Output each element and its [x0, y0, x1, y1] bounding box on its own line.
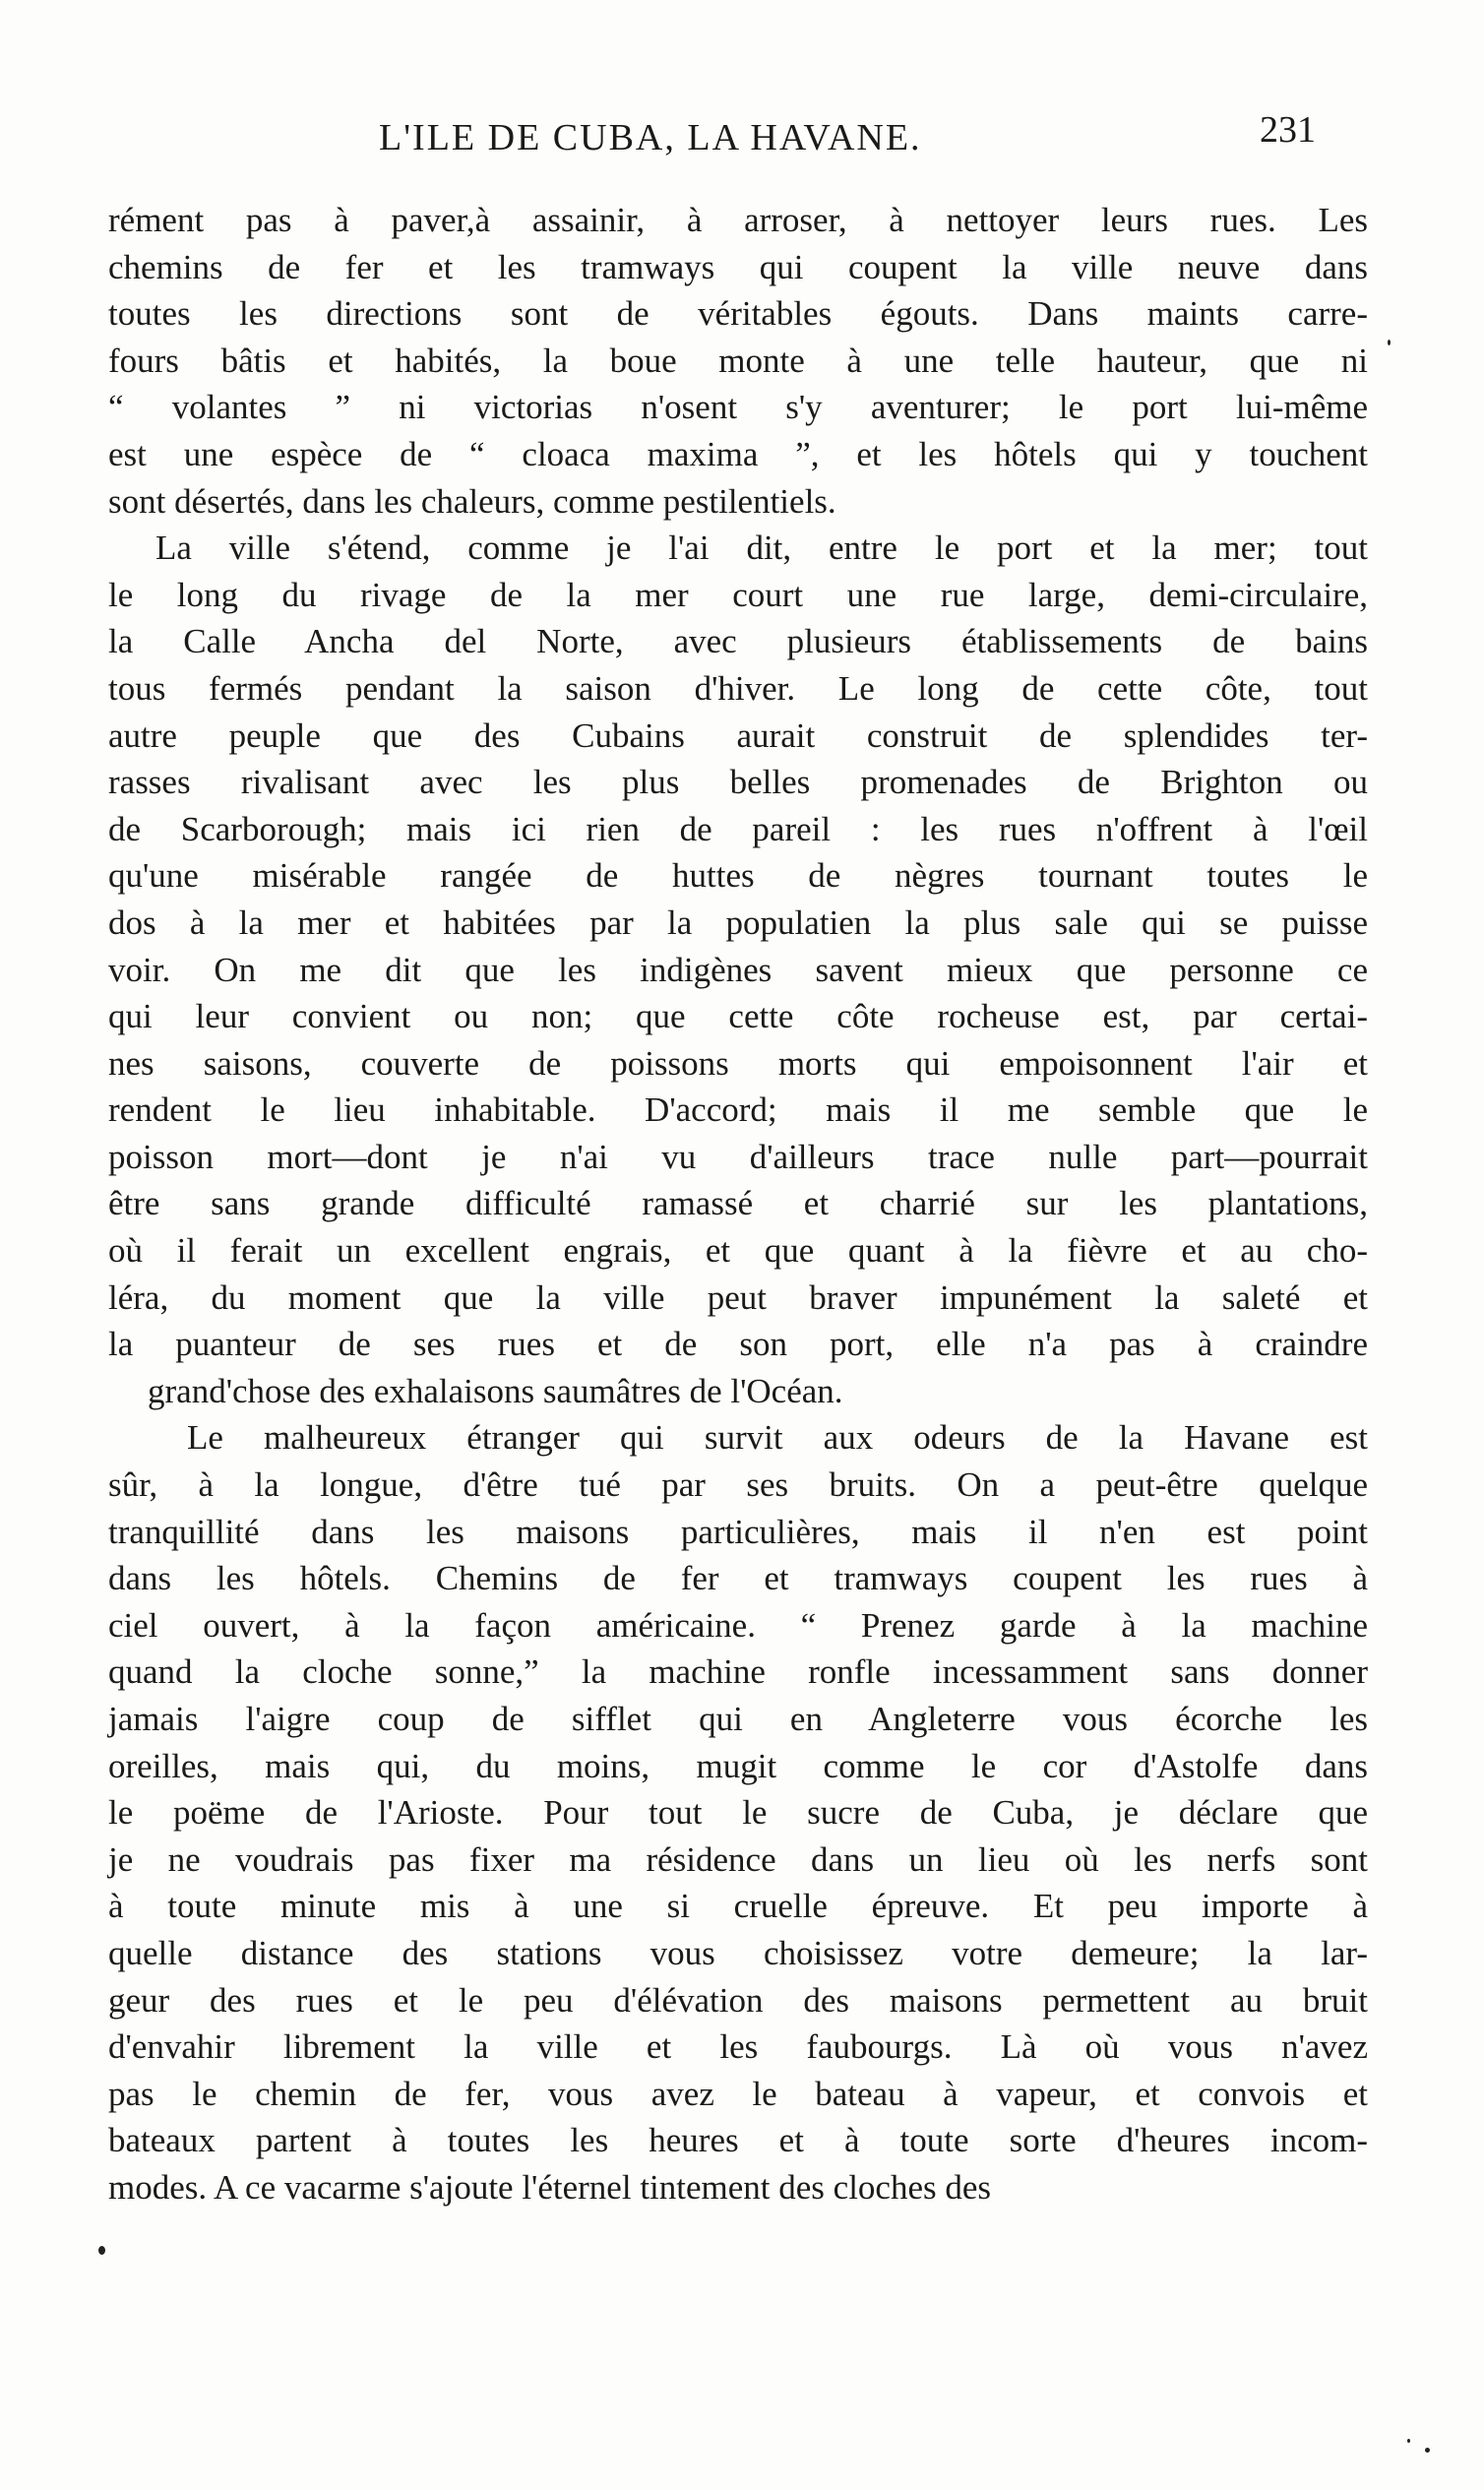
text-line: qui leur convient ou non; que cette côte rocheuse est, par certai- — [108, 997, 1368, 1036]
text-line: où il ferait un excellent engrais, et que quant à la fièvre et au cho- — [108, 1231, 1368, 1271]
body-text — [108, 197, 1368, 2211]
text-line: sûr, à la longue, d'être tué par ses bruits. On a peut-être quelque — [108, 1465, 1368, 1505]
text-line: La ville s'étend, comme je l'ai dit, entre le port et la mer; tout — [155, 529, 1368, 568]
text-line: quand la cloche sonne,” la machine ronfle incessamment sans donner — [108, 1652, 1368, 1692]
page-header — [0, 109, 1484, 175]
text-line: autre peuple que des Cubains aurait construit de splendides ter- — [108, 716, 1368, 755]
paragraph — [108, 525, 1368, 1414]
text-line: nes saisons, couverte de poissons morts qui empoisonnent l'air et — [108, 1043, 1368, 1083]
text-line: oreilles, mais qui, du moins, mugit comme le cor d'Astolfe dans — [108, 1746, 1368, 1785]
text-line: dans les hôtels. Chemins de fer et tramways coupent les rues à — [108, 1559, 1368, 1598]
text-line: qu'une misérable rangée de huttes de nègres tournant toutes le — [108, 856, 1368, 896]
text-line: pas le chemin de fer, vous avez le bateau à vapeur, et convois et — [108, 2074, 1368, 2113]
text-line: à toute minute mis à une si cruelle épreuve. Et peu importe à — [108, 1887, 1368, 1926]
text-line: le poëme de l'Arioste. Pour tout le sucre de Cuba, je déclare que — [108, 1793, 1368, 1833]
ink-speck — [1425, 2448, 1430, 2453]
text-line: dos à la mer et habitées par la populatien la plus sale qui se puisse — [108, 903, 1368, 942]
text-line: tous fermés pendant la saison d'hiver. Le long de cette côte, tout — [108, 668, 1368, 708]
text-line: léra, du moment que la ville peut braver impunément la saleté et — [108, 1277, 1368, 1317]
ink-speck — [1407, 2439, 1410, 2443]
page-number: 231 — [1260, 109, 1316, 151]
text-line: fours bâtis et habités, la boue monte à une telle hauteur, que ni — [108, 341, 1368, 380]
text-line: rendent le lieu inhabitable. D'accord; mais il me semble que le — [108, 1090, 1368, 1130]
text-line: geur des rues et le peu d'élévation des maisons permettent au bruit — [108, 1980, 1368, 2020]
text-line: est une espèce de “ cloaca maxima ”, et les hôtels qui y touchent — [108, 434, 1368, 473]
text-line: “ volantes ” ni victorias n'osent s'y aventurer; le port lui-même — [108, 388, 1368, 427]
text-line: tranquillité dans les maisons particulières, mais il n'en est point — [108, 1512, 1368, 1551]
text-line: de Scarborough; mais ici rien de pareil : les rues n'offrent à l'œil — [108, 809, 1368, 848]
ink-speck — [1388, 340, 1391, 345]
text-line: modes. A ce vacarme s'ajoute l'éternel tintement des cloches des — [108, 2167, 992, 2207]
text-line: le long du rivage de la mer court une rue large, demi-circulaire, — [108, 575, 1368, 614]
paragraph — [108, 1414, 1368, 2210]
text-line: la puanteur de ses rues et de son port, elle n'a pas à craindre — [108, 1325, 1368, 1364]
text-line: jamais l'aigre coup de sifflet qui en Angleterre vous écorche les — [108, 1700, 1368, 1738]
text-line: rasses rivalisant avec les plus belles promenades de Brighton ou — [108, 763, 1368, 802]
text-line: voir. On me dit que les indigènes savent mieux que personne ce — [108, 950, 1368, 989]
ink-speck — [98, 2246, 105, 2255]
text-line: ciel ouvert, à la façon américaine. “ Prenez garde à la machine — [108, 1605, 1368, 1645]
text-line: je ne voudrais pas fixer ma résidence dans un lieu où les nerfs sont — [108, 1839, 1368, 1879]
text-line: la Calle Ancha del Norte, avec plusieurs établissements de bains — [108, 622, 1368, 661]
paragraph — [108, 197, 1368, 525]
text-line: poisson mort—dont je n'ai vu d'ailleurs trace nulle part—pourrait — [108, 1137, 1368, 1176]
text-line: sont désertés, dans les chaleurs, comme pestilentiels. — [108, 481, 836, 521]
text-line: chemins de fer et les tramways qui coupent la ville neuve dans — [108, 247, 1368, 286]
text-line: toutes les directions sont de véritables égouts. Dans maints carre- — [108, 294, 1368, 334]
text-line: bateaux partent à toutes les heures et à toute sorte d'heures incom- — [108, 2121, 1368, 2160]
text-line: Le malheureux étranger qui survit aux odeurs de la Havane est — [187, 1418, 1368, 1458]
text-line: être sans grande difficulté ramassé et charrié sur les plantations, — [108, 1184, 1368, 1223]
text-line: rément pas à paver,à assainir, à arroser, à nettoyer leurs rues. Les — [108, 201, 1368, 239]
running-title: L'ILE DE CUBA, LA HAVANE. — [379, 117, 922, 158]
text-line: grand'chose des exhalaisons saumâtres de l'Océan. — [148, 1371, 843, 1410]
text-line: quelle distance des stations vous choisissez votre demeure; la lar- — [108, 1933, 1368, 1972]
text-line: d'envahir librement la ville et les faubourgs. Là où vous n'avez — [108, 2027, 1368, 2067]
